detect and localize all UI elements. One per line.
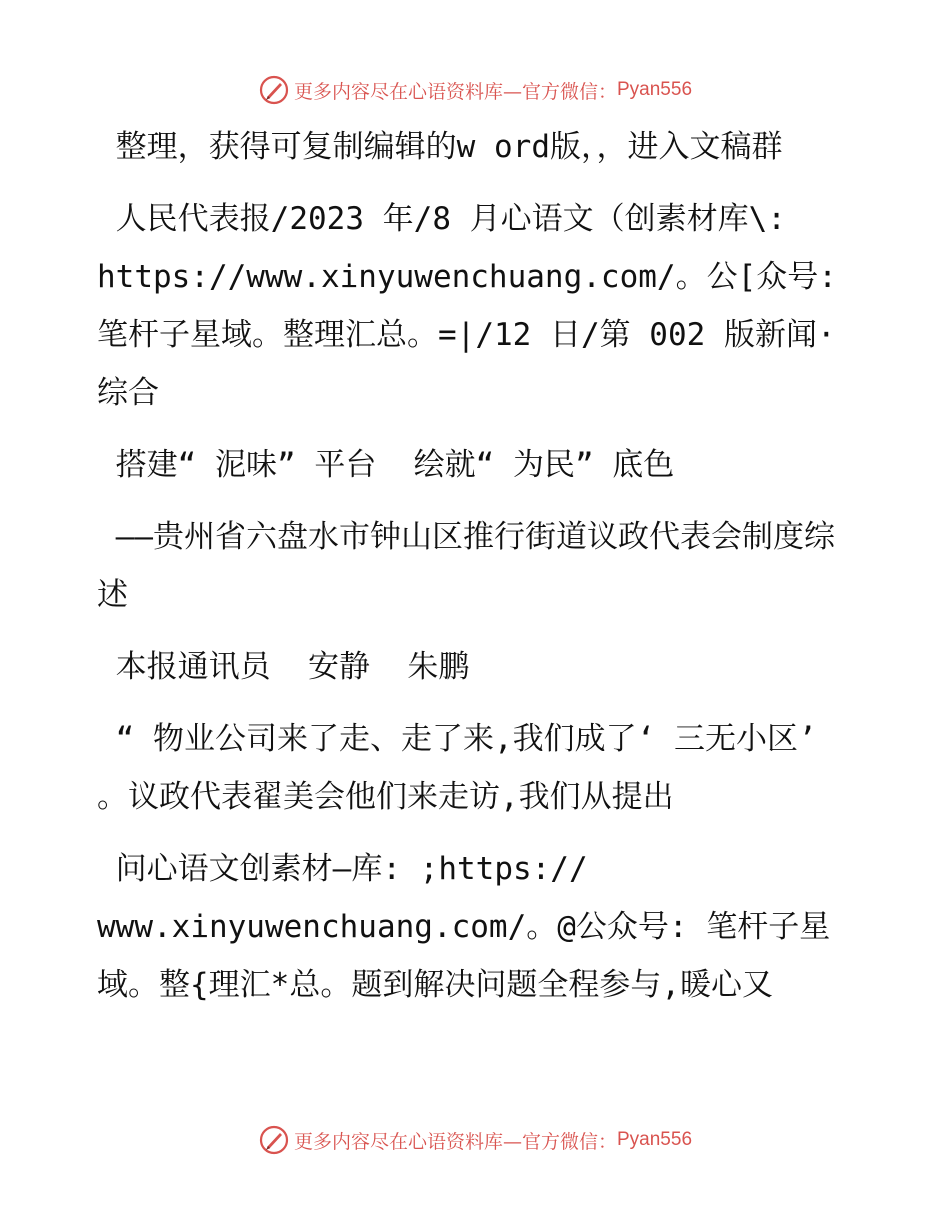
paragraph: 人民代表报/2023 年/8 月心语文（创素材库\: https://www.xinyuwenchuang.com/。公[众号: 笔杆子星域。整理汇总。=|/12 日/第 002 版新闻·综合 — [97, 201, 856, 411]
paragraph: 整理，获得可复制编辑的w ord版，，进入文稿群 — [97, 129, 783, 165]
headline: 搭建“ 泥味” 平台 绘就“ 为民” 底色 — [97, 447, 675, 483]
banner-lead-text: 更多内容尽在心语资料库—官方微信： — [293, 1130, 617, 1153]
banner-wechat-id: Pyan556 — [617, 79, 693, 100]
paragraph: 问心语文创素材—库: ;https:// www.xinyuwenchuang.com/。@公众号: 笔杆子星域。整{理汇*总。题到解决问题全程参与,暖心又 — [97, 851, 831, 1003]
subheadline: ——贵州省六盘水市钟山区推行街道议政代表会制度综述 — [97, 519, 835, 613]
byline: 本报通讯员 安静 朱鹏 — [97, 649, 470, 685]
header-banner — [0, 70, 950, 110]
banner-lead-text: 更多内容尽在心语资料库—官方微信： — [293, 80, 617, 103]
quill-logo-icon — [258, 1124, 290, 1156]
footer-banner — [0, 1120, 950, 1160]
quill-logo-icon — [258, 74, 290, 106]
paragraph: “ 物业公司来了走、走了来,我们成了‘ 三无小区’ 。议政代表翟美会他们来走访,我们从提出 — [97, 721, 836, 815]
banner-wechat-id: Pyan556 — [617, 1129, 693, 1150]
document-body — [97, 118, 857, 1028]
